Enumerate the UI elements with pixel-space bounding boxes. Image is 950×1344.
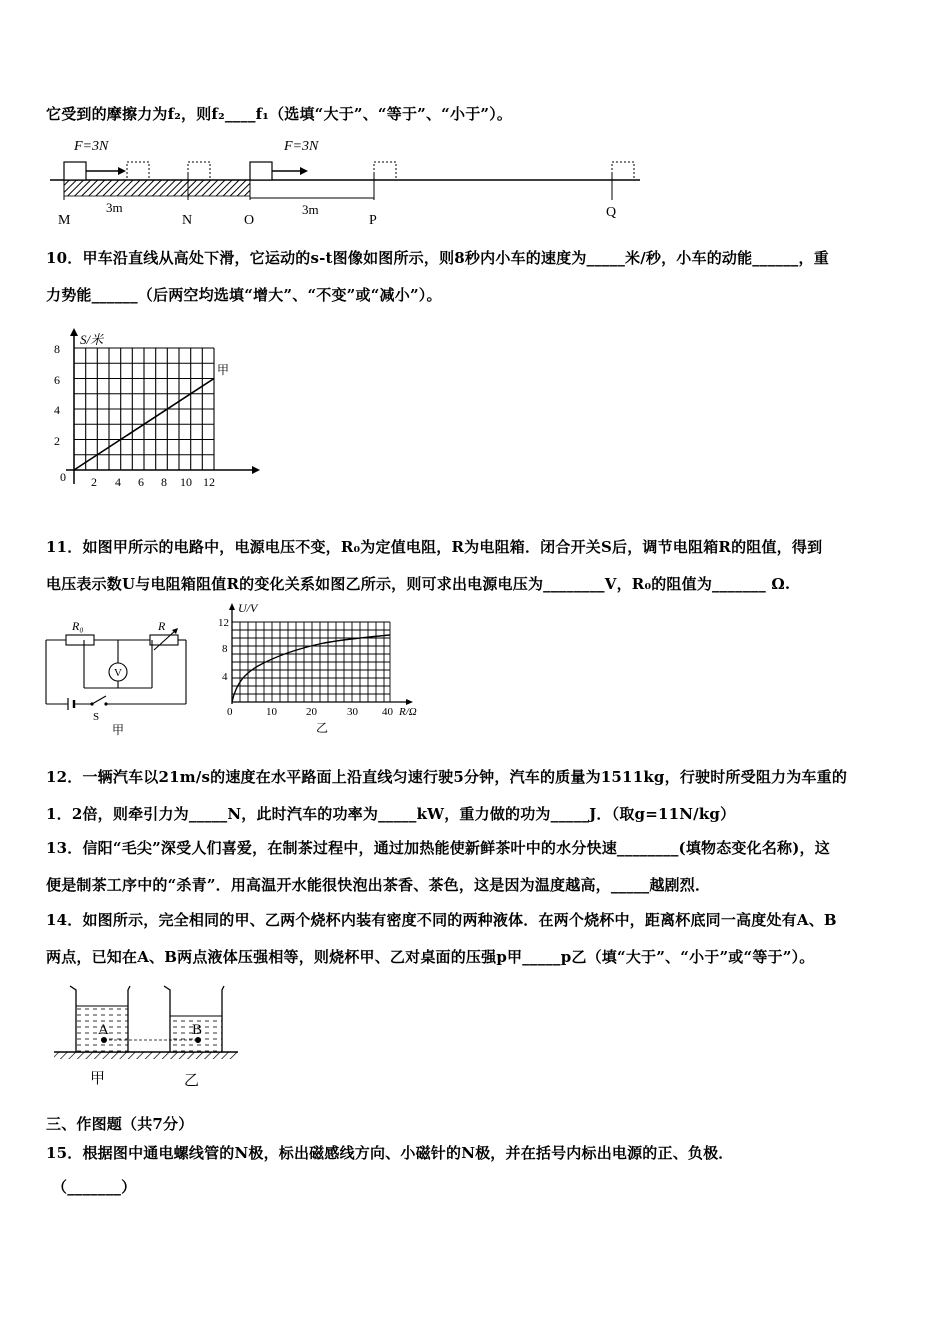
xtick-4: 4	[115, 475, 121, 489]
grid	[232, 622, 390, 702]
ytick-12: 12	[218, 617, 229, 629]
q10-line-1: 10．甲车沿直线从高处下滑，它运动的s-t图像如图所示，则8秒内小车的速度为_____米/秒，小车的动能______，重	[46, 249, 829, 267]
q9-tail-text: 它受到的摩擦力为f₂，则f₂____f₁（选填“大于”、“等于”、“小于”）。	[46, 105, 513, 123]
xtick-10: 10	[180, 475, 192, 489]
xtick-20: 20	[306, 706, 317, 718]
xtick-6: 6	[138, 475, 144, 489]
xtick-2: 2	[91, 475, 97, 489]
q14-line-1: 14．如图所示，完全相同的甲、乙两个烧杯内装有密度不同的两种液体．在两个烧杯中，距离杯底同一高度处有A、B	[46, 911, 837, 929]
line-label: 甲	[217, 363, 230, 377]
distance-label-op: 3m	[302, 202, 319, 217]
point-q: Q	[606, 205, 617, 220]
voltmeter-label: V	[114, 667, 122, 679]
y-axis-label: S/米	[80, 332, 104, 347]
y-axis-arrow	[229, 603, 235, 610]
xtick-40: 40	[382, 706, 393, 718]
resistor-r0	[66, 635, 94, 645]
q11-circuit-diagram	[40, 616, 200, 738]
circuit-caption: 甲	[112, 723, 125, 737]
ytick-4: 4	[54, 403, 60, 417]
origin-label: 0	[60, 470, 66, 484]
grid	[74, 348, 214, 470]
ytick-2: 2	[54, 434, 60, 448]
force-label-2: F=3N	[284, 139, 319, 154]
point-a-label: A	[98, 1022, 109, 1038]
beaker-jia-caption: 甲	[90, 1071, 106, 1087]
q14-beakers-figure	[52, 982, 242, 1092]
resistor-box-r	[150, 635, 178, 645]
q12-line-2: 1．2倍，则牵引力为_____N，此时汽车的功率为_____kW，重力做的功为_____J．（取g=11N/kg）	[46, 805, 736, 823]
r-label: R	[158, 619, 166, 633]
ytick-8: 8	[222, 643, 228, 655]
q15-answer-bracket: （_______）	[52, 1178, 137, 1196]
section-3-heading: 三、作图题（共7分）	[46, 1115, 194, 1133]
rough-surface	[64, 180, 250, 196]
q11-line-2: 电压表示数U与电阻箱阻值R的变化关系如图乙所示，则可求出电源电压为________V，R₀的阻值为_______ Ω.	[46, 575, 791, 593]
xtick-12: 12	[203, 475, 215, 489]
beaker-yi-caption: 乙	[184, 1073, 200, 1089]
switch-contact	[104, 702, 107, 705]
xtick-30: 30	[347, 706, 358, 718]
block-dashed-1	[127, 162, 149, 180]
q10-line-2: 力势能______（后两空均选填“增大”、“不变”或“减小”）。	[46, 286, 442, 304]
block-dashed-n	[188, 162, 210, 180]
x-axis-arrow	[252, 466, 260, 474]
point-p: P	[369, 213, 377, 228]
point-m: M	[58, 213, 71, 228]
xtick-8: 8	[161, 475, 167, 489]
point-n: N	[182, 213, 193, 228]
q15-line-1: 15．根据图中通电螺线管的N极，标出磁感线方向、小磁针的N极，并在括号内标出电源的正、负极．	[46, 1144, 734, 1162]
point-b-label: B	[192, 1022, 203, 1038]
switch-label: S	[93, 711, 100, 723]
force-label-1: F=3N	[74, 139, 109, 154]
q9-motion-diagram	[44, 134, 644, 230]
x-axis-label: R/Ω	[399, 706, 417, 718]
point-o: O	[244, 213, 255, 228]
q13-line-2: 便是制茶工序中的“杀青”．用高温开水能很快泡出茶香、茶色，这是因为温度越高，_____越剧烈．	[46, 876, 711, 894]
q10-st-graph	[44, 328, 274, 496]
switch-pivot	[90, 702, 93, 705]
q12-line-1: 12．一辆汽车以21m/s的速度在水平路面上沿直线匀速行驶5分钟，汽车的质量为1511kg，行驶时所受阻力为车重的	[46, 768, 848, 786]
arrowhead-2	[300, 167, 308, 175]
xtick-10: 10	[266, 706, 277, 718]
q11-ur-graph	[214, 600, 434, 738]
q14-line-2: 两点，已知在A、B两点液体压强相等，则烧杯甲、乙对桌面的压强p甲_____p乙（填“大于”、“小于”或“等于”）。	[46, 948, 815, 966]
q13-line-1: 13．信阳“毛尖”深受人们喜爱，在制茶过程中，通过加热能使新鲜茶叶中的水分快速________(填物态变化名称)，这	[46, 839, 830, 857]
table-surface	[54, 1052, 238, 1059]
origin-label: 0	[227, 706, 233, 718]
graph-caption: 乙	[316, 721, 329, 735]
distance-label-mn: 3m	[106, 200, 123, 215]
block-dashed-q	[612, 162, 634, 180]
block-at-o	[250, 162, 272, 180]
block-at-m	[64, 162, 86, 180]
q11-line-1: 11．如图甲所示的电路中，电源电压不变，R₀为定值电阻，R为电阻箱．闭合开关S后，调节电阻箱R的阻值，得到	[46, 538, 823, 556]
block-dashed-p	[374, 162, 396, 180]
ytick-4: 4	[222, 671, 228, 683]
r0-label: R₀	[72, 619, 84, 633]
y-axis-arrow	[70, 328, 78, 336]
ytick-6: 6	[54, 373, 60, 387]
x-axis-arrow	[406, 699, 413, 705]
y-axis-label: U/V	[238, 601, 258, 615]
arrowhead-1	[118, 167, 126, 175]
ytick-8: 8	[54, 342, 60, 356]
